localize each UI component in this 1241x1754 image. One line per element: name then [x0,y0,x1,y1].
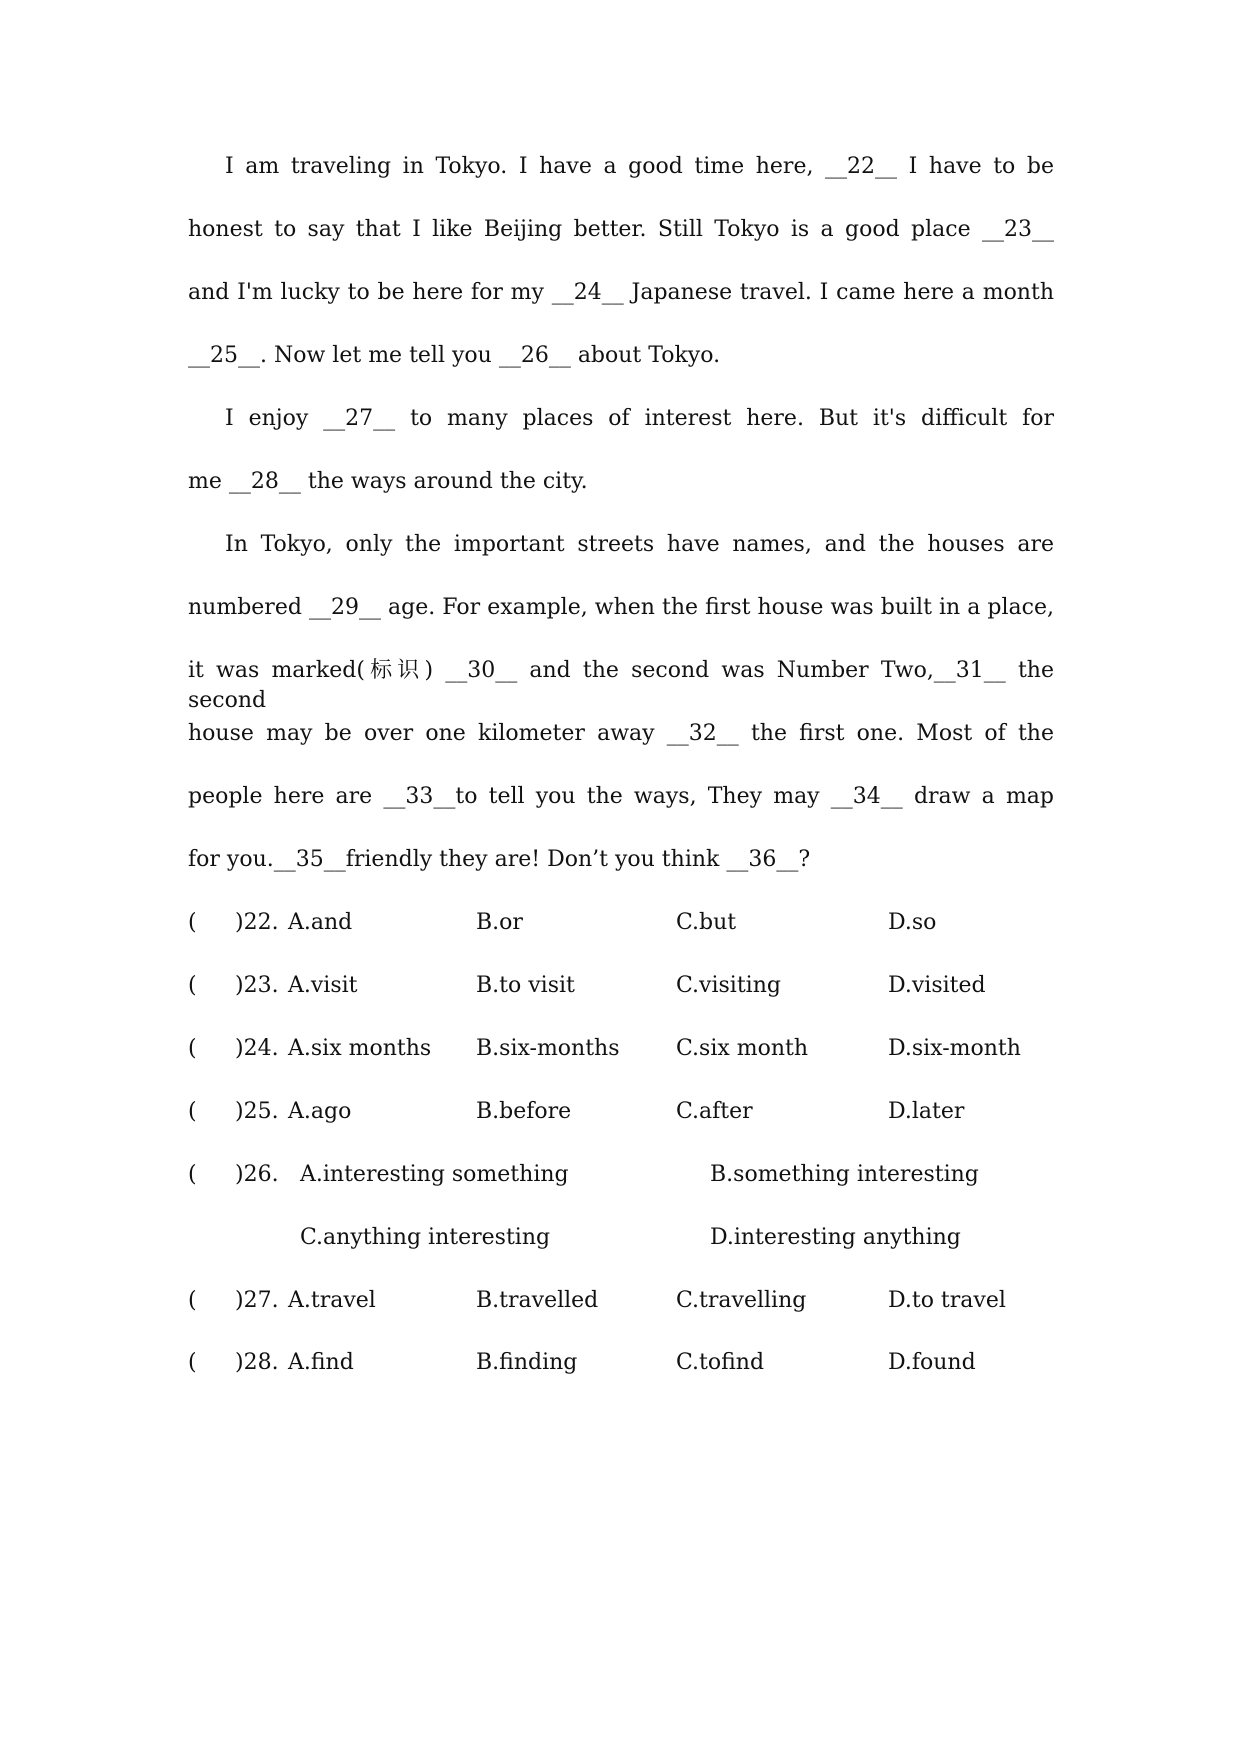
answer-paren: ( [188,1288,197,1313]
answer-paren: ( [188,1036,197,1061]
option-d: D.interesting anything [710,1225,961,1250]
question-number: )23. [235,973,279,998]
option-d: D.visited [888,973,986,998]
passage-line-3: and I'm lucky to be here for my __24__ Japanese travel. I came here a month [188,280,1054,305]
option-d: D.later [888,1099,965,1124]
option-b: B.or [476,910,523,935]
option-d: D.found [888,1350,976,1375]
question-number: )27. [235,1288,279,1313]
answer-paren: ( [188,973,197,998]
passage-line-11: people here are __33__to tell you the ways, They may __34__ draw a map [188,784,1054,809]
answer-paren: ( [188,1162,197,1187]
option-d: D.to travel [888,1288,1006,1313]
question-number: )26. [235,1162,279,1187]
question-26-continued [188,1223,1054,1253]
option-c: C.six month [676,1036,809,1061]
option-b: B.something interesting [710,1162,979,1187]
passage-line-8: numbered __29__ age. For example, when the first house was built in a place, [188,595,1054,620]
question-number: )22. [235,910,279,935]
question-25 [188,1097,1054,1127]
question-number: )24. [235,1036,279,1061]
question-number: )25. [235,1099,279,1124]
passage-line-10: house may be over one kilometer away __32__ the first one. Most of the [188,721,1054,746]
passage-line-4: __25__. Now let me tell you __26__ about Tokyo. [188,343,721,368]
question-28 [188,1348,1054,1378]
option-c: C.tofind [676,1350,765,1375]
option-c: C.but [676,910,737,935]
option-c: C.travelling [676,1288,807,1313]
option-a: A.ago [288,1099,352,1124]
option-a: A.find [288,1350,354,1375]
passage-line-7: In Tokyo, only the important streets have names, and the houses are [225,532,1054,557]
option-d: D.so [888,910,937,935]
option-a: A.six months [288,1036,432,1061]
option-b: B.before [476,1099,572,1124]
passage-line-2: honest to say that I like Beijing better. Still Tokyo is a good place __23__ [188,217,1054,242]
option-c: C.anything interesting [300,1225,551,1250]
passage-line-6: me __28__ the ways around the city. [188,469,588,494]
question-26 [188,1160,1054,1190]
option-c: C.after [676,1099,753,1124]
option-a: A.interesting something [300,1162,569,1187]
option-b: B.finding [476,1350,578,1375]
passage-line-1: I am traveling in Tokyo. I have a good time here, __22__ I have to be [225,154,1054,179]
question-24 [188,1034,1054,1064]
option-a: A.travel [288,1288,376,1313]
question-23 [188,971,1054,1001]
option-b: B.six-months [476,1036,620,1061]
option-b: B.travelled [476,1288,599,1313]
option-b: B.to visit [476,973,575,998]
option-a: A.and [288,910,353,935]
answer-paren: ( [188,1099,197,1124]
question-22 [188,908,1054,938]
passage-line-9: it was marked(标识) __30__ and the second was Number Two,__31__ the second [188,658,1054,713]
answer-paren: ( [188,1350,197,1375]
passage-line-12: for you.__35__friendly they are! Don’t you think __36__? [188,847,811,872]
question-number: )28. [235,1350,279,1375]
option-c: C.visiting [676,973,781,998]
question-27 [188,1286,1054,1316]
passage-line-5: I enjoy __27__ to many places of interest here. But it's difficult for [225,406,1054,431]
option-d: D.six-month [888,1036,1021,1061]
answer-paren: ( [188,910,197,935]
option-a: A.visit [288,973,358,998]
